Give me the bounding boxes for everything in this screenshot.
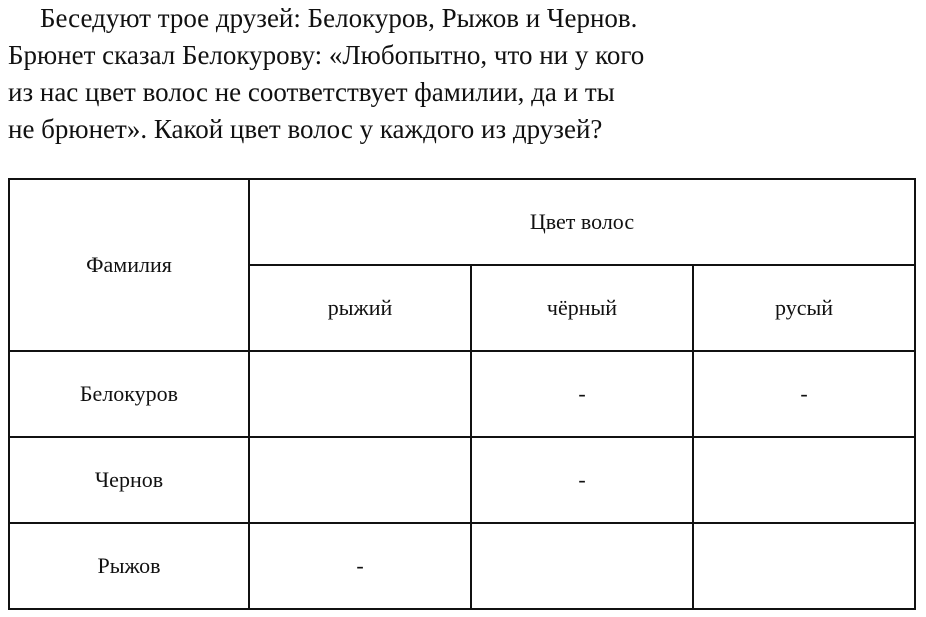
table-row: [9, 437, 915, 523]
problem-text: [8, 0, 908, 148]
table-row: [9, 523, 915, 609]
problem-line: Беседуют трое друзей: Белокуров, Рыжов и Чернов.: [40, 3, 638, 33]
hair-color-table: [8, 178, 916, 610]
problem-line: Брюнет сказал Белокурову: «Любопытно, что ни у кого: [8, 40, 645, 70]
table-cell: [471, 523, 693, 609]
table-cell: [693, 523, 915, 609]
row-name: Чернов: [9, 437, 249, 523]
hair-color-header: Цвет волос: [249, 179, 915, 265]
problem-line: из нас цвет волос не соответствует фамилии, да и ты: [8, 77, 615, 107]
color-header-blond: русый: [693, 265, 915, 351]
color-header-red: рыжий: [249, 265, 471, 351]
row-name: Рыжов: [9, 523, 249, 609]
table-cell: [693, 437, 915, 523]
surname-header: Фамилия: [9, 179, 249, 351]
color-header-black: чёрный: [471, 265, 693, 351]
problem-line: не брюнет». Какой цвет волос у каждого из друзей?: [8, 114, 603, 144]
table-cell: [249, 351, 471, 437]
table-cell: -: [693, 351, 915, 437]
table-cell: -: [249, 523, 471, 609]
table-cell: -: [471, 351, 693, 437]
table-cell: [249, 437, 471, 523]
row-name: Белокуров: [9, 351, 249, 437]
table-row: [9, 351, 915, 437]
table-cell: -: [471, 437, 693, 523]
